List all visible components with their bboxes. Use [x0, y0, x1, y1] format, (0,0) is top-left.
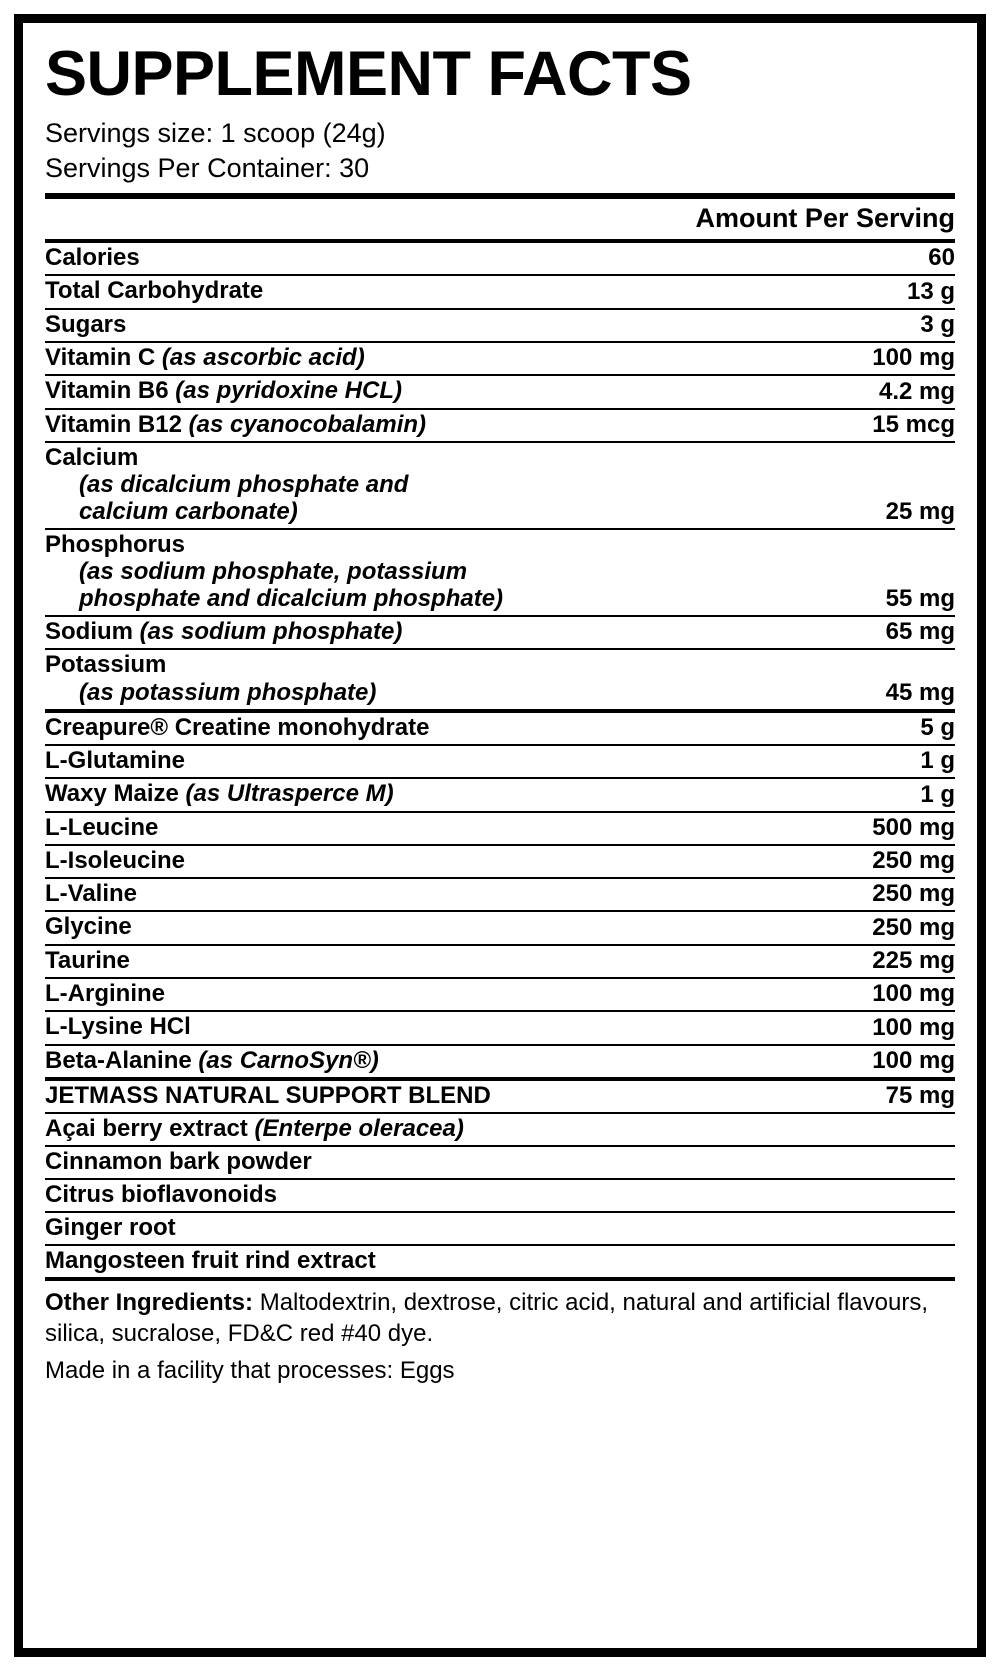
- nutrient-amount: 100 mg: [795, 1045, 955, 1079]
- nutrient-name: L-Lysine HCl: [45, 1013, 191, 1041]
- nutrient-note: (as CarnoSyn®): [198, 1046, 379, 1074]
- nutrient-amount: 100 mg: [795, 1011, 955, 1044]
- nutrient-amount: 4.2 mg: [795, 375, 955, 408]
- nutrient-amount: 1 g: [795, 745, 955, 778]
- table-row: [45, 442, 955, 529]
- nutrient-amount: 13 g: [795, 275, 955, 308]
- table-row: [45, 1045, 955, 1079]
- nutrient-name: Beta-Alanine: [45, 1046, 192, 1074]
- other-ingredients-label: Other Ingredients:: [45, 1289, 254, 1317]
- nutrient-amount: 3 g: [795, 309, 955, 342]
- nutrient-note: (as cyanocobalamin): [188, 410, 427, 438]
- table-row: [45, 745, 955, 778]
- table-row: [45, 409, 955, 442]
- blend-item-name: Açai berry extract: [45, 1115, 248, 1143]
- table-row: [45, 711, 955, 745]
- page-title: SUPPLEMENT FACTS: [45, 39, 692, 109]
- nutrient-name: L-Valine: [45, 880, 138, 908]
- nutrient-name: L-Glutamine: [45, 746, 186, 774]
- servings-per-container: Servings Per Container: 30: [45, 152, 370, 183]
- nutrient-note-line: phosphate and dicalcium phosphate): [79, 585, 504, 613]
- table-row: [45, 309, 955, 342]
- blend-item-name: Mangosteen fruit rind extract: [45, 1247, 376, 1275]
- nutrient-note-line: (as dicalcium phosphate and: [79, 471, 409, 499]
- nutrient-amount: 45 mg: [795, 649, 955, 710]
- nutrient-amount: 65 mg: [795, 616, 955, 649]
- nutrient-amount: 15 mcg: [795, 409, 955, 442]
- nutrient-name: Sugars: [45, 310, 127, 338]
- nutrient-amount: 500 mg: [795, 812, 955, 845]
- nutrient-name: Vitamin B12: [45, 410, 182, 438]
- nutrient-note-line: (as sodium phosphate, potassium: [79, 558, 468, 586]
- nutrient-name: Calories: [45, 244, 140, 272]
- serving-size: Servings size: 1 scoop (24g): [45, 118, 386, 148]
- table-row: [45, 616, 955, 649]
- table-row: [45, 1011, 955, 1044]
- blend-item-row: [45, 1146, 955, 1179]
- blend-item-row: [45, 1113, 955, 1146]
- blend-amount: 75 mg: [795, 1079, 955, 1113]
- table-row: [45, 978, 955, 1011]
- nutrient-amount: 250 mg: [795, 845, 955, 878]
- nutrient-name: Taurine: [45, 946, 130, 974]
- blend-item-name: Cinnamon bark powder: [45, 1148, 312, 1176]
- table-row: [45, 778, 955, 811]
- blend-item-name: Ginger root: [45, 1214, 176, 1242]
- table-row: [45, 812, 955, 845]
- blend-item-row: [45, 1212, 955, 1245]
- table-row: [45, 911, 955, 944]
- nutrient-amount: 250 mg: [795, 911, 955, 944]
- table-row: [45, 529, 955, 616]
- table-row: [45, 945, 955, 978]
- nutrient-amount: 5 g: [795, 711, 955, 745]
- other-ingredients-line-2: silica, sucralose, FD&C red #40 dye.: [45, 1320, 434, 1348]
- table-row: [45, 243, 955, 275]
- nutrient-name: L-Arginine: [45, 980, 165, 1008]
- table-row: [45, 649, 955, 710]
- blend-item-row: [45, 1179, 955, 1212]
- table-row: [45, 375, 955, 408]
- nutrient-name: Creapure® Creatine monohydrate: [45, 713, 430, 741]
- nutrient-name: L-Leucine: [45, 813, 159, 841]
- other-ingredients-line: [45, 1287, 955, 1318]
- nutrient-name: Vitamin B6: [45, 377, 169, 405]
- table-row: [45, 878, 955, 911]
- nutrient-name: Sodium: [45, 618, 133, 646]
- nutrient-amount: 225 mg: [795, 945, 955, 978]
- nutrient-name: L-Isoleucine: [45, 846, 186, 874]
- nutrient-note: (as ascorbic acid): [161, 344, 365, 372]
- nutrient-name: Glycine: [45, 913, 132, 941]
- label-frame: [14, 14, 986, 1657]
- blend-item-row: [45, 1245, 955, 1279]
- nutrient-amount: 100 mg: [795, 342, 955, 375]
- blend-name: JETMASS NATURAL SUPPORT BLEND: [45, 1079, 795, 1113]
- nutrient-name: Phosphorus: [45, 531, 186, 559]
- table-row: [45, 342, 955, 375]
- blend-item-name: Citrus bioflavonoids: [45, 1181, 278, 1209]
- blend-item-note: (Enterpe oleracea): [254, 1115, 464, 1143]
- nutrient-note-line: (as potassium phosphate): [79, 678, 377, 706]
- blend-header-row: [45, 1079, 955, 1113]
- amount-per-serving-header: Amount Per Serving: [695, 203, 955, 234]
- nutrient-note: (as Ultrasperce M): [185, 780, 394, 808]
- allergen-statement: Made in a facility that processes: Eggs: [45, 1357, 455, 1385]
- nutrient-name: Total Carbohydrate: [45, 277, 264, 305]
- nutrient-name: Vitamin C: [45, 344, 156, 372]
- nutrient-table: [45, 243, 955, 1281]
- nutrient-note: (as pyridoxine HCL): [175, 377, 402, 405]
- nutrient-amount: 60: [795, 243, 955, 275]
- table-row: [45, 845, 955, 878]
- nutrient-amount: 250 mg: [795, 878, 955, 911]
- nutrient-name: Waxy Maize: [45, 780, 179, 808]
- nutrient-amount: 1 g: [795, 778, 955, 811]
- nutrient-name: Calcium: [45, 443, 139, 471]
- nutrient-note: (as sodium phosphate): [139, 618, 403, 646]
- nutrient-note-line: calcium carbonate): [79, 498, 298, 526]
- nutrient-name: Potassium: [45, 651, 167, 679]
- table-row: [45, 275, 955, 308]
- nutrient-amount: 25 mg: [795, 442, 955, 529]
- footer-block: [45, 1287, 955, 1387]
- nutrient-amount: 55 mg: [795, 529, 955, 616]
- nutrient-amount: 100 mg: [795, 978, 955, 1011]
- other-ingredients-text: Maltodextrin, dextrose, citric acid, natural and artificial flavours,: [253, 1289, 928, 1317]
